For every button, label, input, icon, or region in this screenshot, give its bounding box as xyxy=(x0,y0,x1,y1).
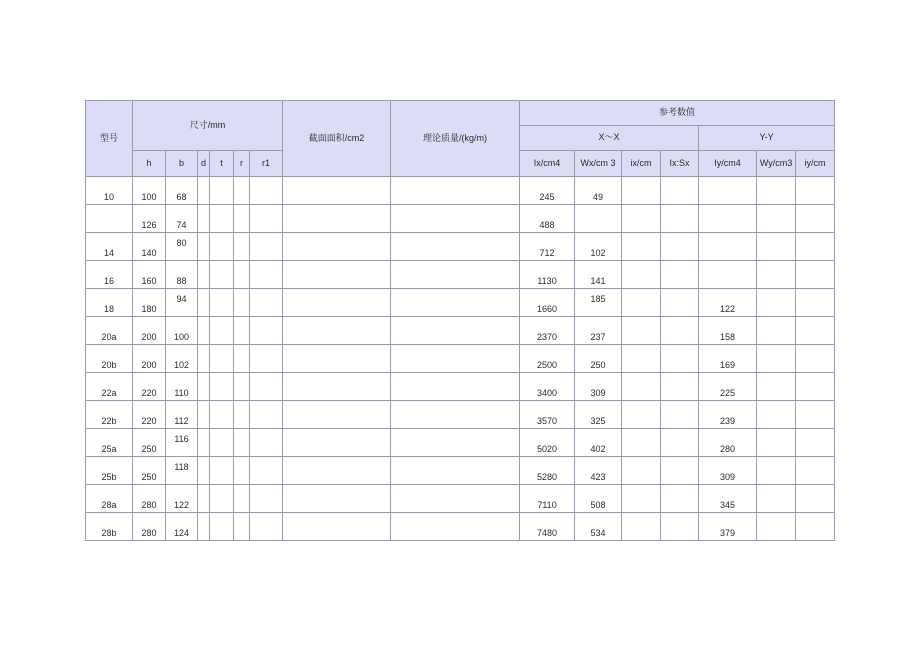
d-cell xyxy=(198,233,210,261)
d-cell xyxy=(198,205,210,233)
d-cell xyxy=(198,401,210,429)
table-row xyxy=(86,429,835,457)
ix-cm-cell xyxy=(622,345,661,373)
r-cell xyxy=(234,317,250,345)
table-row xyxy=(86,401,835,429)
weight-cell xyxy=(391,457,520,485)
model-cell: 20a xyxy=(86,317,133,345)
wx-cell: 534 xyxy=(575,513,622,541)
d-cell xyxy=(198,317,210,345)
wx-cell: 325 xyxy=(575,401,622,429)
h-cell: 280 xyxy=(133,485,166,513)
d-cell xyxy=(198,373,210,401)
ix-cm4-cell: 7480 xyxy=(520,513,575,541)
iy-cm4-cell: 225 xyxy=(699,373,757,401)
h-cell: 200 xyxy=(133,345,166,373)
model-cell: 18 xyxy=(86,289,133,317)
model-cell: 20b xyxy=(86,345,133,373)
col-ixsx-header: Ix:Sx xyxy=(661,151,699,177)
h-cell: 160 xyxy=(133,261,166,289)
col-ix-cm4-header: Ix/cm4 xyxy=(520,151,575,177)
d-cell xyxy=(198,457,210,485)
wy-cell xyxy=(757,429,796,457)
iy-cm4-cell xyxy=(699,261,757,289)
ixsx-cell xyxy=(661,289,699,317)
t-cell xyxy=(210,289,234,317)
area-cell xyxy=(283,289,391,317)
iy-cm4-cell: 158 xyxy=(699,317,757,345)
weight-cell xyxy=(391,205,520,233)
wy-cell xyxy=(757,205,796,233)
iy-cm4-cell: 379 xyxy=(699,513,757,541)
iy-cm-cell xyxy=(796,373,835,401)
xx-axis-header: X～X xyxy=(520,126,699,151)
r-cell xyxy=(234,373,250,401)
wy-cell xyxy=(757,401,796,429)
ix-cm-cell xyxy=(622,457,661,485)
col-r1-header: r1 xyxy=(250,151,283,177)
iy-cm-cell xyxy=(796,401,835,429)
weight-cell xyxy=(391,177,520,205)
wy-cell xyxy=(757,177,796,205)
b-cell: 94 xyxy=(166,289,198,317)
ix-cm4-cell: 5020 xyxy=(520,429,575,457)
wx-cell: 49 xyxy=(575,177,622,205)
t-cell xyxy=(210,345,234,373)
ixsx-cell xyxy=(661,177,699,205)
wy-cell xyxy=(757,289,796,317)
b-cell: 122 xyxy=(166,485,198,513)
col-r-header: r xyxy=(234,151,250,177)
weight-cell xyxy=(391,345,520,373)
col-ix-cm-header: ix/cm xyxy=(622,151,661,177)
b-cell: 80 xyxy=(166,233,198,261)
b-cell: 118 xyxy=(166,457,198,485)
r1-cell xyxy=(250,205,283,233)
r1-cell xyxy=(250,289,283,317)
ix-cm-cell xyxy=(622,485,661,513)
ixsx-cell xyxy=(661,457,699,485)
area-cell xyxy=(283,485,391,513)
b-cell: 116 xyxy=(166,429,198,457)
weight-cell xyxy=(391,261,520,289)
model-cell: 28b xyxy=(86,513,133,541)
h-cell: 250 xyxy=(133,429,166,457)
d-cell xyxy=(198,345,210,373)
iy-cm-cell xyxy=(796,261,835,289)
header-row-1 xyxy=(86,101,835,126)
weight-header: 理论质量/(kg/m) xyxy=(391,101,520,177)
h-cell: 200 xyxy=(133,317,166,345)
r-cell xyxy=(234,401,250,429)
area-cell xyxy=(283,429,391,457)
b-cell: 102 xyxy=(166,345,198,373)
wx-cell: 102 xyxy=(575,233,622,261)
col-wy-header: Wy/cm3 xyxy=(757,151,796,177)
wy-cell xyxy=(757,457,796,485)
wx-cell: 402 xyxy=(575,429,622,457)
r1-cell xyxy=(250,345,283,373)
table-row xyxy=(86,261,835,289)
area-cell xyxy=(283,373,391,401)
ix-cm-cell xyxy=(622,429,661,457)
h-cell: 280 xyxy=(133,513,166,541)
dimensions-header: 尺寸/mm xyxy=(133,101,283,151)
r-cell xyxy=(234,457,250,485)
model-header: 型号 xyxy=(86,101,133,177)
ix-cm-cell xyxy=(622,205,661,233)
r-cell xyxy=(234,261,250,289)
ix-cm4-cell: 2500 xyxy=(520,345,575,373)
wx-cell: 141 xyxy=(575,261,622,289)
iy-cm-cell xyxy=(796,513,835,541)
table-row xyxy=(86,317,835,345)
r1-cell xyxy=(250,429,283,457)
r-cell xyxy=(234,513,250,541)
wx-cell: 185 xyxy=(575,289,622,317)
table-row xyxy=(86,289,835,317)
t-cell xyxy=(210,429,234,457)
iy-cm-cell xyxy=(796,233,835,261)
col-iy-cm-header: iy/cm xyxy=(796,151,835,177)
ixsx-cell xyxy=(661,205,699,233)
col-iy-cm4-header: Iy/cm4 xyxy=(699,151,757,177)
ixsx-cell xyxy=(661,233,699,261)
weight-cell xyxy=(391,373,520,401)
wy-cell xyxy=(757,317,796,345)
table-row xyxy=(86,345,835,373)
table-row xyxy=(86,205,835,233)
b-cell: 74 xyxy=(166,205,198,233)
ix-cm-cell xyxy=(622,373,661,401)
weight-cell xyxy=(391,513,520,541)
wy-cell xyxy=(757,233,796,261)
r1-cell xyxy=(250,177,283,205)
area-cell xyxy=(283,345,391,373)
iy-cm-cell xyxy=(796,317,835,345)
model-cell: 22a xyxy=(86,373,133,401)
wy-cell xyxy=(757,485,796,513)
ix-cm4-cell: 2370 xyxy=(520,317,575,345)
area-cell xyxy=(283,233,391,261)
r-cell xyxy=(234,429,250,457)
ix-cm-cell xyxy=(622,401,661,429)
model-cell: 25a xyxy=(86,429,133,457)
h-cell: 220 xyxy=(133,401,166,429)
ix-cm4-cell: 5280 xyxy=(520,457,575,485)
iy-cm-cell xyxy=(796,289,835,317)
ixsx-cell xyxy=(661,513,699,541)
t-cell xyxy=(210,401,234,429)
col-d-header: d xyxy=(198,151,210,177)
iy-cm4-cell xyxy=(699,177,757,205)
model-cell xyxy=(86,205,133,233)
iy-cm-cell xyxy=(796,457,835,485)
ix-cm-cell xyxy=(622,289,661,317)
t-cell xyxy=(210,177,234,205)
b-cell: 100 xyxy=(166,317,198,345)
r1-cell xyxy=(250,401,283,429)
wx-cell xyxy=(575,205,622,233)
table-row xyxy=(86,373,835,401)
model-cell: 22b xyxy=(86,401,133,429)
r1-cell xyxy=(250,485,283,513)
b-cell: 68 xyxy=(166,177,198,205)
area-cell xyxy=(283,317,391,345)
d-cell xyxy=(198,261,210,289)
b-cell: 110 xyxy=(166,373,198,401)
r-cell xyxy=(234,177,250,205)
steel-spec-table xyxy=(85,100,835,541)
weight-cell xyxy=(391,485,520,513)
col-wx-header: Wx/cm 3 xyxy=(575,151,622,177)
ix-cm-cell xyxy=(622,261,661,289)
ix-cm4-cell: 1130 xyxy=(520,261,575,289)
model-cell: 25b xyxy=(86,457,133,485)
area-cell xyxy=(283,205,391,233)
ix-cm4-cell: 3570 xyxy=(520,401,575,429)
r1-cell xyxy=(250,317,283,345)
wx-cell: 250 xyxy=(575,345,622,373)
iy-cm-cell xyxy=(796,345,835,373)
ix-cm-cell xyxy=(622,317,661,345)
ixsx-cell xyxy=(661,429,699,457)
area-cell xyxy=(283,401,391,429)
weight-cell xyxy=(391,429,520,457)
model-cell: 10 xyxy=(86,177,133,205)
h-cell: 140 xyxy=(133,233,166,261)
d-cell xyxy=(198,513,210,541)
wx-cell: 423 xyxy=(575,457,622,485)
ixsx-cell xyxy=(661,345,699,373)
area-cell xyxy=(283,177,391,205)
ix-cm4-cell: 245 xyxy=(520,177,575,205)
t-cell xyxy=(210,233,234,261)
table-row xyxy=(86,177,835,205)
r1-cell xyxy=(250,261,283,289)
table-row xyxy=(86,233,835,261)
ix-cm4-cell: 488 xyxy=(520,205,575,233)
table-row xyxy=(86,457,835,485)
wy-cell xyxy=(757,513,796,541)
b-cell: 88 xyxy=(166,261,198,289)
d-cell xyxy=(198,429,210,457)
t-cell xyxy=(210,261,234,289)
t-cell xyxy=(210,373,234,401)
ix-cm-cell xyxy=(622,177,661,205)
wx-cell: 309 xyxy=(575,373,622,401)
d-cell xyxy=(198,177,210,205)
model-cell: 16 xyxy=(86,261,133,289)
t-cell xyxy=(210,485,234,513)
r1-cell xyxy=(250,457,283,485)
wx-cell: 237 xyxy=(575,317,622,345)
r1-cell xyxy=(250,233,283,261)
iy-cm4-cell xyxy=(699,233,757,261)
ixsx-cell xyxy=(661,317,699,345)
ix-cm4-cell: 7110 xyxy=(520,485,575,513)
r-cell xyxy=(234,345,250,373)
t-cell xyxy=(210,513,234,541)
ix-cm-cell xyxy=(622,233,661,261)
wx-cell: 508 xyxy=(575,485,622,513)
r-cell xyxy=(234,289,250,317)
col-t-header: t xyxy=(210,151,234,177)
col-b-header: b xyxy=(166,151,198,177)
iy-cm4-cell: 345 xyxy=(699,485,757,513)
h-cell: 180 xyxy=(133,289,166,317)
r-cell xyxy=(234,485,250,513)
r-cell xyxy=(234,233,250,261)
area-cell xyxy=(283,457,391,485)
reference-header: 参考数值 xyxy=(520,101,835,126)
d-cell xyxy=(198,485,210,513)
h-cell: 220 xyxy=(133,373,166,401)
iy-cm-cell xyxy=(796,429,835,457)
weight-cell xyxy=(391,233,520,261)
r-cell xyxy=(234,205,250,233)
h-cell: 250 xyxy=(133,457,166,485)
model-cell: 28a xyxy=(86,485,133,513)
ix-cm4-cell: 1660 xyxy=(520,289,575,317)
iy-cm4-cell xyxy=(699,205,757,233)
iy-cm-cell xyxy=(796,177,835,205)
yy-axis-header: Y-Y xyxy=(699,126,835,151)
area-header: 截面面积/cm2 xyxy=(283,101,391,177)
iy-cm-cell xyxy=(796,205,835,233)
t-cell xyxy=(210,317,234,345)
ix-cm4-cell: 712 xyxy=(520,233,575,261)
iy-cm4-cell: 169 xyxy=(699,345,757,373)
ix-cm4-cell: 3400 xyxy=(520,373,575,401)
col-h-header: h xyxy=(133,151,166,177)
weight-cell xyxy=(391,289,520,317)
r1-cell xyxy=(250,513,283,541)
area-cell xyxy=(283,261,391,289)
b-cell: 112 xyxy=(166,401,198,429)
wy-cell xyxy=(757,373,796,401)
wy-cell xyxy=(757,261,796,289)
model-cell: 14 xyxy=(86,233,133,261)
iy-cm-cell xyxy=(796,485,835,513)
h-cell: 126 xyxy=(133,205,166,233)
weight-cell xyxy=(391,317,520,345)
iy-cm4-cell: 122 xyxy=(699,289,757,317)
ixsx-cell xyxy=(661,373,699,401)
area-cell xyxy=(283,513,391,541)
ixsx-cell xyxy=(661,261,699,289)
iy-cm4-cell: 309 xyxy=(699,457,757,485)
iy-cm4-cell: 280 xyxy=(699,429,757,457)
b-cell: 124 xyxy=(166,513,198,541)
t-cell xyxy=(210,205,234,233)
table-row xyxy=(86,485,835,513)
table-row xyxy=(86,513,835,541)
r1-cell xyxy=(250,373,283,401)
h-cell: 100 xyxy=(133,177,166,205)
ixsx-cell xyxy=(661,485,699,513)
d-cell xyxy=(198,289,210,317)
ix-cm-cell xyxy=(622,513,661,541)
wy-cell xyxy=(757,345,796,373)
ixsx-cell xyxy=(661,401,699,429)
t-cell xyxy=(210,457,234,485)
iy-cm4-cell: 239 xyxy=(699,401,757,429)
weight-cell xyxy=(391,401,520,429)
